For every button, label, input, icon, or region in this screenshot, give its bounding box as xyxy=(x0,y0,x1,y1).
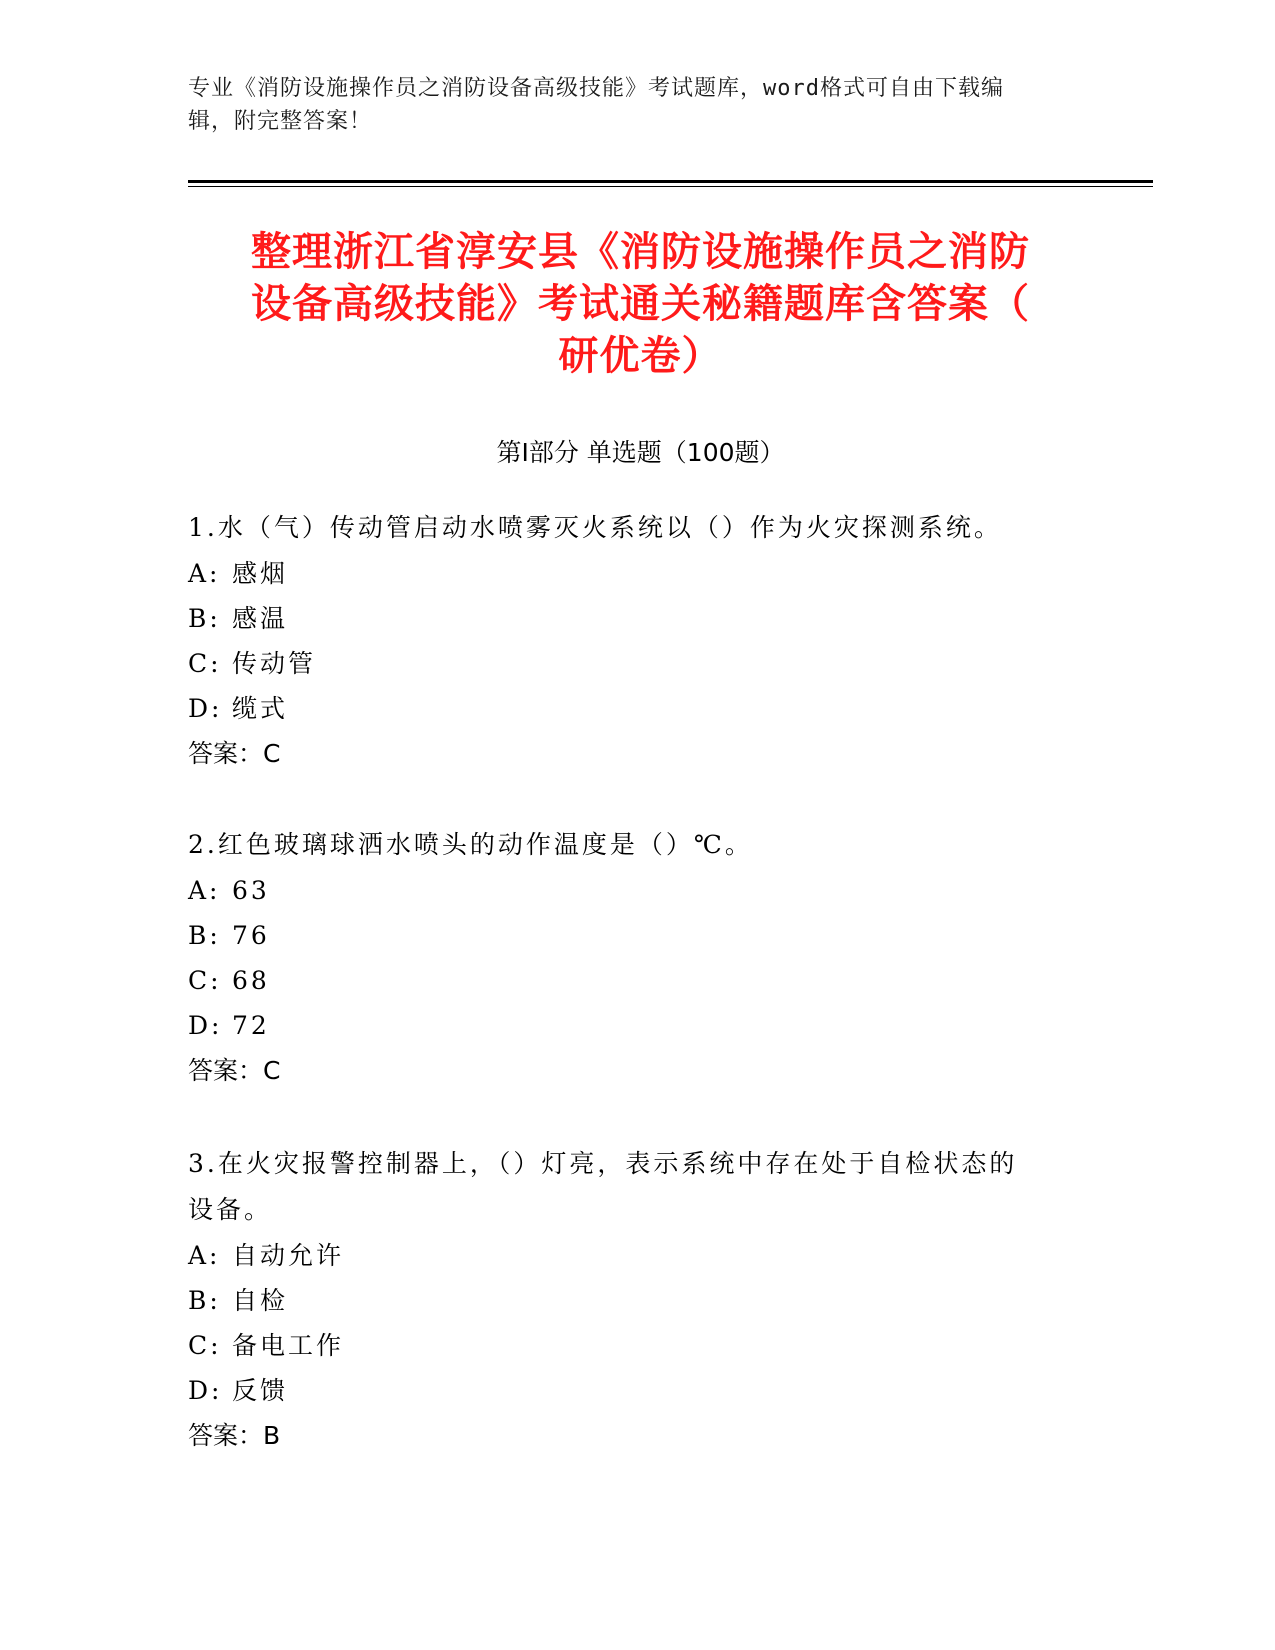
question-2 xyxy=(188,822,1088,1093)
option-key: A: xyxy=(188,559,221,588)
document-title-line-2: 设备高级技能》考试通关秘籍题库含答案（ xyxy=(251,281,1030,327)
option-text: 63 xyxy=(232,876,270,905)
option-text: 72 xyxy=(232,1011,270,1040)
header-note-line-2: 辑，附完整答案！ xyxy=(188,109,373,134)
option-text: 68 xyxy=(232,966,270,995)
question-1 xyxy=(188,505,1088,776)
question-stem: 1.水（气）传动管启动水喷雾灭火系统以（）作为火灾探测系统。 xyxy=(188,513,1002,542)
option-text: 备电工作 xyxy=(232,1331,345,1360)
option-key: B: xyxy=(188,604,221,633)
document-title xyxy=(188,226,1093,382)
option-d xyxy=(188,1368,1088,1413)
header-note-line-1: 专业《消防设施操作员之消防设备高级技能》考试题库，word格式可自由下载编 xyxy=(188,76,1004,101)
option-c xyxy=(188,641,1088,686)
option-text: 传动管 xyxy=(232,649,317,678)
option-key: A: xyxy=(188,876,221,905)
document-title-line-3: 研优卷） xyxy=(558,333,723,379)
question-stem: 2.红色玻璃球洒水喷头的动作温度是（）℃。 xyxy=(188,830,753,859)
option-b xyxy=(188,596,1088,641)
option-key: C: xyxy=(188,649,222,678)
option-key: D: xyxy=(188,1376,223,1405)
option-key: B: xyxy=(188,921,221,950)
option-d xyxy=(188,1003,1088,1048)
option-b xyxy=(188,913,1088,958)
header-rule-thick xyxy=(188,180,1153,183)
option-key: A: xyxy=(188,1241,221,1270)
question-3 xyxy=(188,1141,1088,1458)
option-key: D: xyxy=(188,1011,223,1040)
option-text: 76 xyxy=(232,921,270,950)
header-rule-thin xyxy=(188,186,1153,187)
answer: 答案：C xyxy=(188,739,281,768)
option-text: 自动允许 xyxy=(232,1241,345,1270)
option-key: D: xyxy=(188,694,223,723)
option-key: C: xyxy=(188,966,222,995)
option-a xyxy=(188,868,1088,913)
option-b xyxy=(188,1278,1088,1323)
option-text: 感温 xyxy=(232,604,289,633)
answer: 答案：C xyxy=(188,1056,281,1085)
section-heading: 第Ⅰ部分 单选题（100题） xyxy=(496,438,785,467)
document-title-line-1: 整理浙江省淳安县《消防设施操作员之消防 xyxy=(251,229,1030,275)
option-text: 反馈 xyxy=(232,1376,289,1405)
option-a xyxy=(188,551,1088,596)
question-stem-line-1: 3.在火灾报警控制器上，（）灯亮，表示系统中存在处于自检状态的 xyxy=(188,1149,1018,1178)
option-d xyxy=(188,686,1088,731)
question-stem-line-2: 设备。 xyxy=(188,1195,273,1224)
option-key: C: xyxy=(188,1331,222,1360)
option-c xyxy=(188,1323,1088,1368)
answer: 答案：B xyxy=(188,1421,281,1450)
header-note xyxy=(188,72,1068,138)
option-text: 缆式 xyxy=(232,694,289,723)
option-c xyxy=(188,958,1088,1003)
option-key: B: xyxy=(188,1286,221,1315)
option-text: 感烟 xyxy=(232,559,289,588)
option-text: 自检 xyxy=(232,1286,289,1315)
option-a xyxy=(188,1233,1088,1278)
